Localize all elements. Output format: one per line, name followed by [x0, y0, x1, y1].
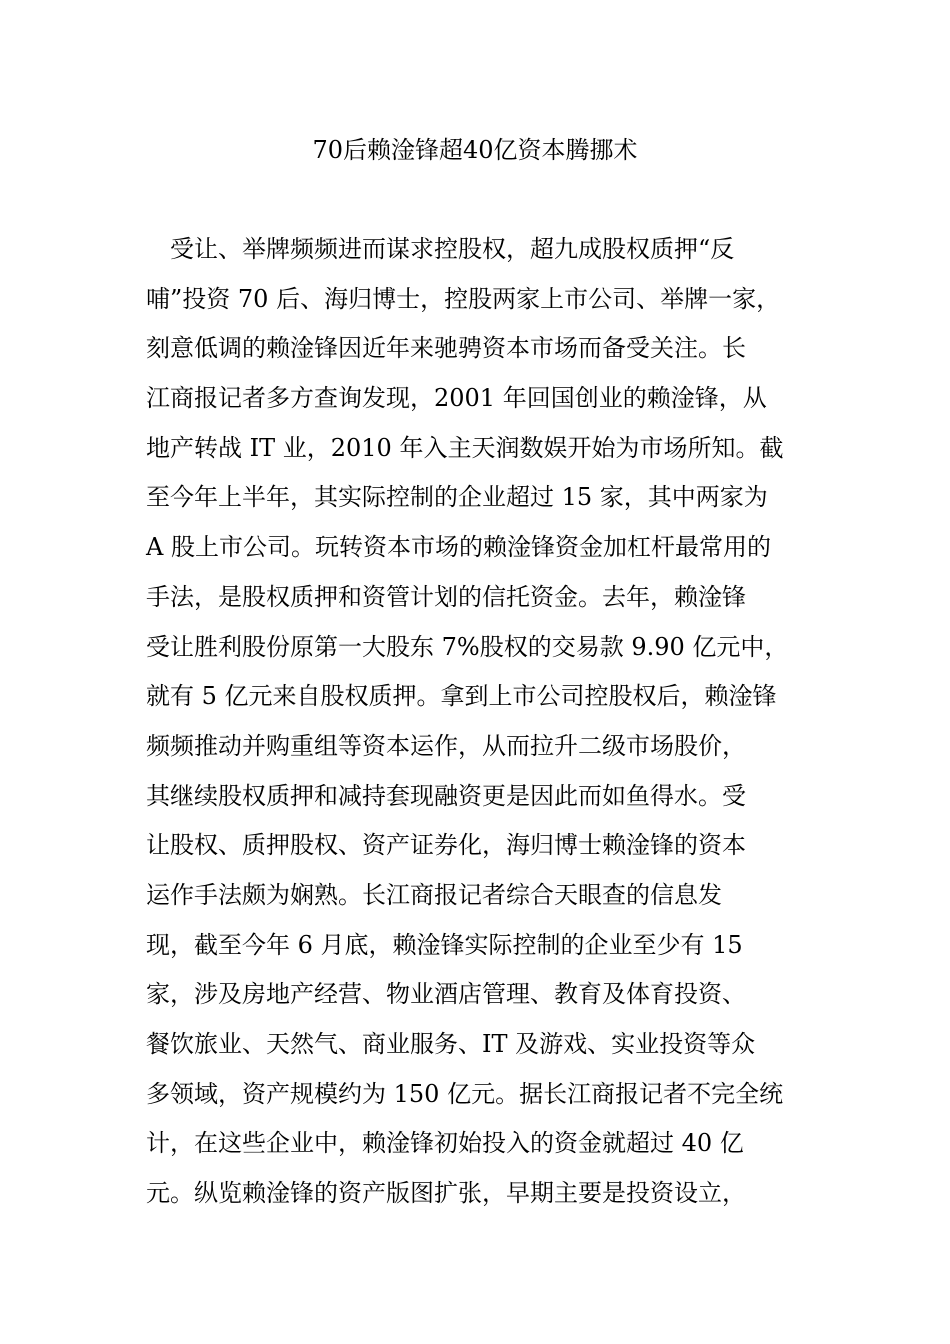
paragraph-line: 家，涉及房地产经营、物业酒店管理、教育及体育投资、: [146, 980, 746, 1009]
paragraph-line: 元。纵览赖淦锋的资产版图扩张，早期主要是投资设立，: [146, 1179, 746, 1208]
document-title: 70后赖淦锋超40亿资本腾挪术: [312, 136, 638, 164]
body-paragraph: [146, 232, 816, 1226]
paragraph-line: 受让胜利股份原第一大股东 7%股权的交易款 9.90 亿元中，: [146, 632, 789, 661]
paragraph-line: 就有 5 亿元来自股权质押。拿到上市公司控股权后，赖淦锋: [146, 682, 777, 711]
paragraph-line: 受让、举牌频频进而谋求控股权，超九成股权质押“反: [170, 235, 735, 263]
paragraph-line: 地产转战 IT 业，2010 年入主天润数娱开始为市场所知。截: [146, 433, 784, 462]
paragraph-line: 多领域，资产规模约为 150 亿元。据长江商报记者不完全统: [146, 1079, 784, 1108]
paragraph-line: 运作手法颇为娴熟。长江商报记者综合天眼查的信息发: [146, 880, 722, 909]
paragraph-line: 江商报记者多方查询发现，2001 年回国创业的赖淦锋，从: [146, 384, 767, 413]
paragraph-line: 手法，是股权质押和资管计划的信托资金。去年，赖淦锋: [146, 582, 746, 611]
paragraph-line: 计，在这些企业中，赖淦锋初始投入的资金就超过 40 亿: [146, 1129, 744, 1158]
paragraph-line: 其继续股权质押和减持套现融资更是因此而如鱼得水。受: [146, 781, 746, 810]
paragraph-line: 现，截至今年 6 月底，赖淦锋实际控制的企业至少有 15: [146, 930, 743, 959]
paragraph-line: A 股上市公司。玩转资本市场的赖淦锋资金加杠杆最常用的: [146, 533, 771, 562]
paragraph-line: 让股权、质押股权、资产证券化，海归博士赖淦锋的资本: [146, 831, 746, 860]
paragraph-line: 餐饮旅业、天然气、商业服务、IT 及游戏、实业投资等众: [146, 1030, 756, 1058]
paragraph-line: 哺”投资 70 后、海归博士，控股两家上市公司、举牌一家，: [146, 284, 781, 313]
paragraph-line: 至今年上半年，其实际控制的企业超过 15 家，其中两家为: [146, 483, 768, 512]
paragraph-line: 频频推动并购重组等资本运作，从而拉升二级市场股价，: [146, 731, 746, 760]
paragraph-line: 刻意低调的赖淦锋因近年来驰骋资本市场而备受关注。长: [146, 334, 746, 363]
